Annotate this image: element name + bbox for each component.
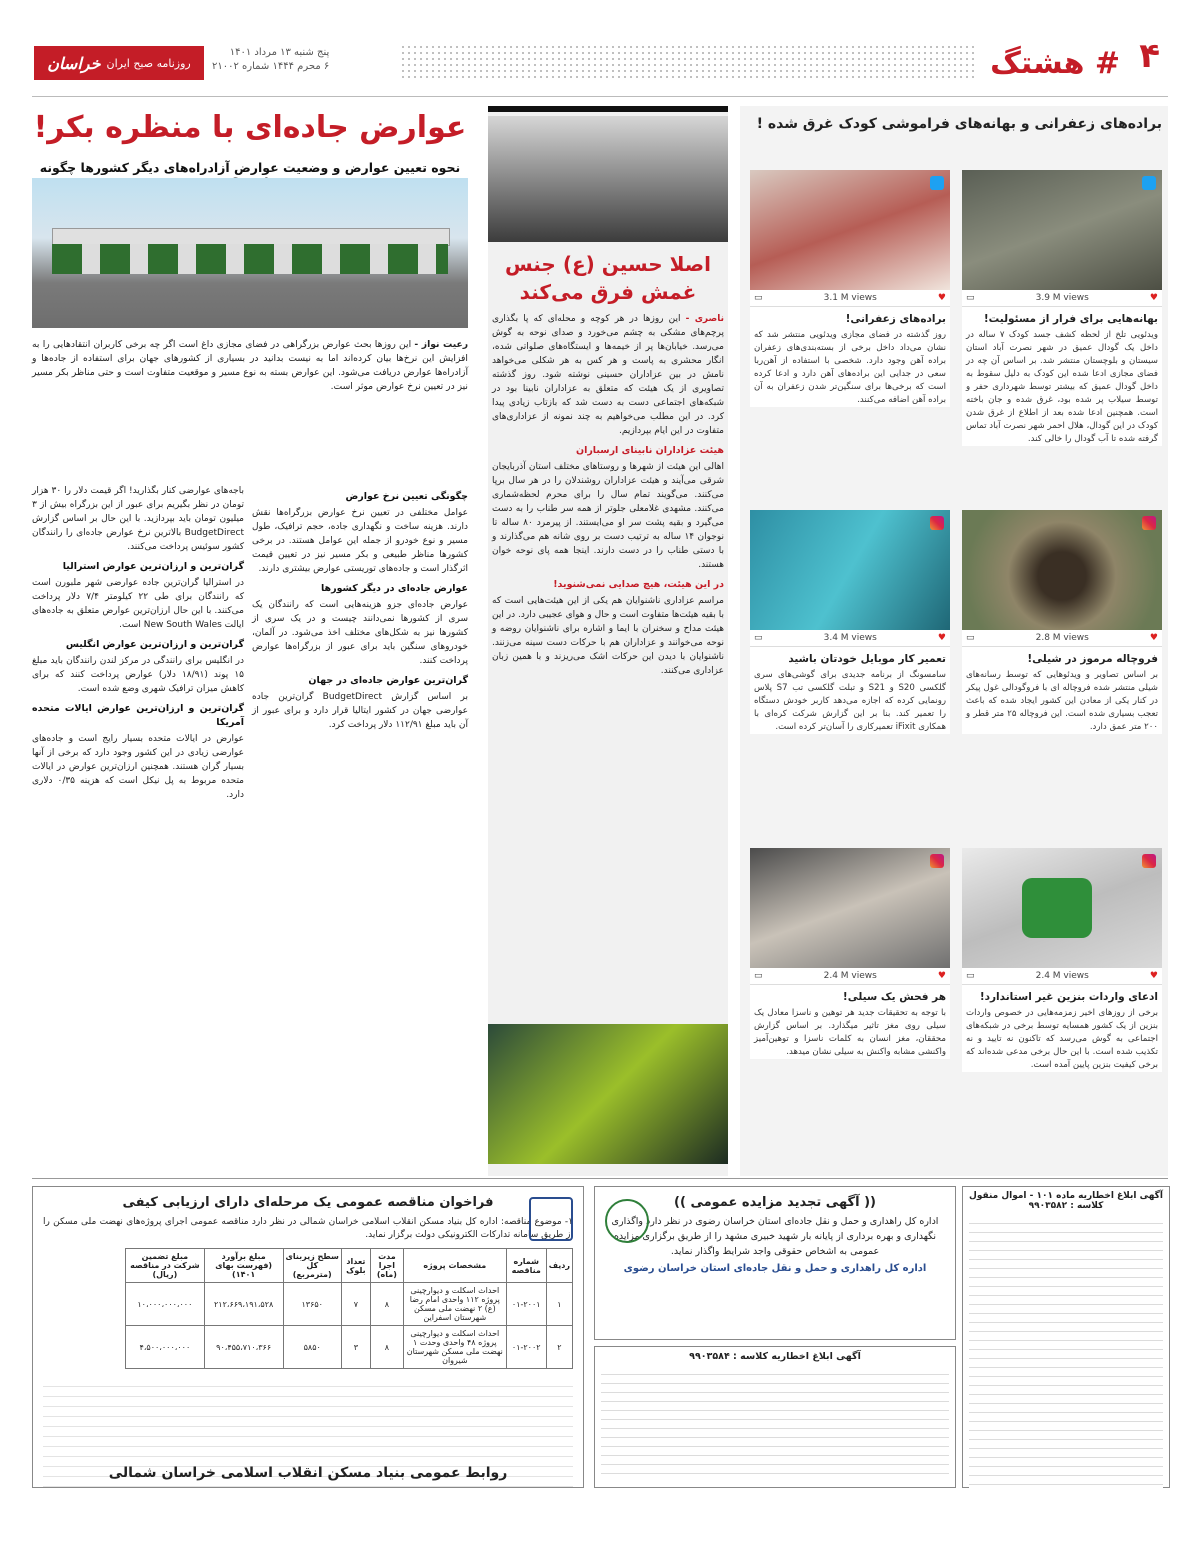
middle-body <box>492 312 724 678</box>
table-cell: ۰۱-۲۰۰۱ <box>506 1283 546 1326</box>
table-cell: ۸ <box>370 1283 403 1326</box>
article-section-title: گران‌ترین و ارزان‌ترین عوارض ایالات متحده آمریکا <box>32 703 244 728</box>
card-title: فروچاله مرموز در شیلی! <box>1027 653 1158 665</box>
table-cell: ۹۰،۴۵۵،۷۱۰،۳۶۶ <box>204 1326 283 1369</box>
like-icon[interactable]: ♥ <box>937 633 946 643</box>
table-cell: ۳ <box>341 1326 370 1369</box>
twitter-icon <box>1142 176 1156 190</box>
brand-logo[interactable] <box>34 46 204 80</box>
article-column-a <box>252 484 468 732</box>
notice-2-title: آگهی ابلاغ اخطاریه کلاسه : ۹۹۰۳۵۸۴ <box>689 1351 861 1362</box>
article-subhead: نحوه تعیین عوارض و وضعیت عوارض آزادراه‌های دیگر کشورها چگونه <box>39 160 461 175</box>
card-body: بر اساس تصاویر و ویدئوهایی که توسط رسانه‌های شیلی منتشر شده فروچاله ای با فروگودالی غول پیکر در کنار یکی از معادن این کشور ایجاد شده که باعث تعجب بسیاری شده است. این فروچاله ۲۵ متر قطر و ۲۰۰ متر عمق دارد. <box>966 670 1159 732</box>
middle-section-title: در این هیئت، هیچ صدایی نمی‌شنوید! <box>553 579 724 590</box>
section-title: # هشتگ <box>990 46 1120 81</box>
article-intro-text: این روزها بحث عوارض بزرگراهی در فضای مجازی داغ است اگر چه برخی کاربران انتقادهایی را به افزایش این نرخ‌ها بیان کرده‌اند اما به نیست بدانید در بسیاری از کشورهای جهان برای استفاده از جاده‌ها و آزادراه‌ها عوارض دریافت می‌شود. این عوارض بسته به نوع مسیر و موقعیت متفاوت است و حتی مناظر بکر مسیر نیز در تعیین نرخ عوارض موثر است. <box>32 339 468 392</box>
news-card[interactable] <box>750 170 950 407</box>
table-row <box>126 1283 573 1326</box>
bookmark-icon[interactable]: ▭ <box>966 293 975 303</box>
like-icon[interactable]: ♥ <box>937 971 946 981</box>
hashtag-column <box>740 106 1168 1176</box>
mourning-photo <box>488 116 728 242</box>
card-image <box>962 510 1162 630</box>
ads-divider <box>32 1178 1168 1179</box>
card-title: تعمیر کار موبایل خودتان باشید <box>788 653 946 665</box>
card-stats <box>962 968 1162 985</box>
article-section-title: گران‌ترین عوارض جاده‌ای در جهان <box>308 675 468 686</box>
auction-title: (( آگهی تجدید مزایده عمومی )) <box>674 1195 876 1210</box>
ceremony-photo <box>488 1024 728 1164</box>
card-views: 2.4 M views <box>823 971 877 981</box>
tender-footer: روابط عمومی بنیاد مسکن انقلاب اسلامی خراسان شمالی <box>108 1465 508 1481</box>
middle-intro-label: ناصری - <box>685 314 724 324</box>
bookmark-icon[interactable]: ▭ <box>754 633 763 643</box>
table-cell: ۱ <box>546 1283 572 1326</box>
table-cell: احداث اسکلت و دیوارچینی پروژه ۴۸ واحدی وحدت ۱ نهضت ملی مسکن شهرستان شیروان <box>403 1326 506 1369</box>
table-header: ردیف <box>546 1249 572 1283</box>
card-body: ویدئویی تلخ از لحظه کشف جسد کودک ۷ ساله در داخل یک گودال عمیق در شهر نصرت آباد استان سیستان و بلوچستان منتشر شد. بر اساس آن چه در فضای مجازی ادعا شده این کودک به دلیل سقوط به داخل گودال عمیق که بیشتر توسط شهرداری حفر و توسط سیلاب پر شده بود، غرق شده و جان باخته است. همچنین ادعا شده بعد از اطلاع از غرق شدن کودک در این گودال، هلال احمر شهر نصرت آباد تماس گرفته شده تا آب گودال را خالی کند. <box>966 330 1158 444</box>
table-cell: ۲۱۲،۶۶۹،۱۹۱،۵۲۸ <box>204 1283 283 1326</box>
tender-title: فراخوان مناقصه عمومی یک مرحله‌ای دارای ارزیابی کیفی <box>122 1195 494 1210</box>
notice-ad-1 <box>962 1186 1170 1488</box>
notice-1-fine-print <box>969 1215 1163 1489</box>
article-section-title: گران‌ترین و ارزان‌ترین عوارض انگلیس <box>65 639 244 650</box>
card-title: بهانه‌هایی برای فرار از مسئولیت! <box>983 313 1158 325</box>
article-headline: عوارض جاده‌ای با منظره بکر! <box>33 110 467 145</box>
middle-intro: این روزها در هر کوچه و محله‌ای که پا بگذاری پرچم‌های مشکی به چشم می‌خورد و صدای نوحه به گوش می‌رسد. خیابان‌ها پر از خیمه‌ها و ایستگاه‌های صلواتی شده، انگار محشری به پاست و هر کس به هر شکلی می‌خواهد نامش در بین عزاداران حسینی نوشته شود. روز گذشته تصاویری از یک هیئت که متعلق به عزاداران نابینا بود در شبکه‌های اجتماعی دست به دست شد که بازتاب زیادی پیدا کرد. در این مطلب می‌خواهیم به چند نمونه از عزاداری‌های متفاوت در این ایام بپردازیم. <box>492 314 724 436</box>
table-row <box>126 1326 573 1369</box>
twitter-icon <box>930 176 944 190</box>
like-icon[interactable]: ♥ <box>1149 971 1158 981</box>
date-line-2: ۶ محرم ۱۴۴۴ شماره ۲۱۰۰۲ <box>212 61 330 72</box>
middle-section-text: اهالی این هیئت از شهرها و روستاهای مختلف استان آذربایجان شرقی می‌آیند و هیئت عزاداران روشندلان را در هر سال برپا می‌کنند. می‌گویند تمام سال را برای محرم لحظه‌شماری می‌کنند. مشهدی غلامعلی جلوتر از همه سر طناب را به دست می‌گیرد و بقیه پشت سر او می‌ایستند. از پیرمرد ۸۰ ساله تا نوجوان ۱۴ ساله به ترتیب دست بر روی شانه هم می‌گذارند و با دستی طناب را در دست دارند. اینجا همه پای نوحه خوان هستند. <box>492 462 725 570</box>
card-views: 3.4 M views <box>823 633 877 643</box>
news-card[interactable] <box>750 510 950 734</box>
middle-section-text: مراسم عزاداری ناشنوایان هم یکی از این هیئت‌هایی است که با بقیه هیئت‌ها متفاوت است و حال و هوای عجیبی دارد. در این هیئت مداح و سخنران با ایما و اشاره برای ناشنوایان روضه و نوحه می‌خوانند و عزاداران هم با حرکات دست سینه می‌زنند. ناشنوایان با دیدن این حرکات اشک می‌ریزند و با همین زبان عزاداری می‌کنند. <box>492 596 724 676</box>
card-stats <box>962 290 1162 307</box>
like-icon[interactable]: ♥ <box>1149 293 1158 303</box>
card-image <box>962 170 1162 290</box>
like-icon[interactable]: ♥ <box>937 293 946 303</box>
article-section-text: عوارض جاده‌ای جزو هزینه‌هایی است که رانندگان یک سری از کشورها نمی‌دانند چیست و در یک سری از کشورها نیز به شکل‌های مختلف اخذ می‌شود. در آلمان، خودروهای سنگین باید برای عبور از بزرگراه‌ها عوارض پرداخت کنند. <box>252 600 468 666</box>
card-image <box>750 848 950 968</box>
auction-ad <box>594 1186 956 1340</box>
toll-booth-photo <box>32 178 468 328</box>
header-rule <box>32 96 1168 97</box>
instagram-icon <box>1142 516 1156 530</box>
table-cell: ۴،۵۰۰،۰۰۰،۰۰۰ <box>126 1326 205 1369</box>
bookmark-icon[interactable]: ▭ <box>966 633 975 643</box>
article-section-text: باجه‌های عوارضی کنار بگذارید! اگر قیمت دلار را ۳۰ هزار تومان در نظر بگیریم برای عبور از این بزرگراه بیش از ۳ میلیون تومان باید بپردازید. با این حال بر اساس گزارش BudgetDirect بالاترین نرخ عوارض جاده‌ای را رانندگان کشور سوئیس پرداخت می‌کنند. <box>32 486 244 552</box>
notice-2-fine-print <box>601 1366 949 1480</box>
notice-ad-2 <box>594 1346 956 1488</box>
table-cell: ۲ <box>546 1326 572 1369</box>
article-section-text: در استرالیا گران‌ترین جاده عوارضی شهر ملبورن است که رانندگان برای طی ۲۲ کیلومتر ۷/۴ دلار پرداخت می‌کنند. با این حال ارزان‌ترین عوارض متعلق به جاده‌های ایالت New South Wales است. <box>32 578 244 630</box>
card-title: ادعای واردات بنزین غیر استاندارد! <box>979 991 1158 1003</box>
news-card[interactable] <box>962 510 1162 734</box>
toll-lanes-shape <box>52 244 448 274</box>
card-image <box>962 848 1162 968</box>
hashtag-headline: براده‌های زعفرانی و بهانه‌های فراموشی کودک غرق شده ! <box>756 116 1162 132</box>
date-line-1: پنج شنبه ۱۳ مرداد ۱۴۰۱ <box>229 47 330 58</box>
card-body: برخی از روزهای اخیر زمزمه‌هایی در خصوص واردات بنزین از یک کشور همسایه توسط برخی در شبکه‌های اجتماعی به گوش می‌رسد که تاکنون نه تایید و نه تکذیب شده است. با این حال برخی مدعی شده‌اند که برخی کیفیت بنزین پایین آمده است. <box>966 1008 1158 1070</box>
card-body: با توجه به تحقیقات جدید هر توهین و ناسزا معادل یک سیلی روی مغز تاثیر میگذارد. بر اساس گزارش محققان، مغز انسان به کلمات ناسزا و توهین‌آمیز واکنشی مشابه واکنش به سیلی نشان میدهد. <box>754 1008 946 1057</box>
article-section-title: عوارض جاده‌ای در دیگر کشورها <box>320 583 468 594</box>
news-card[interactable] <box>962 848 1162 1072</box>
table-cell: ۸ <box>370 1326 403 1369</box>
article-column-b <box>32 484 244 802</box>
page-number: ۴ <box>1139 36 1160 76</box>
table-header: مدت اجرا (ماه) <box>370 1249 403 1283</box>
tender-text: ۱- موضوع مناقصه: اداره کل بنیاد مسکن انقلاب اسلامی خراسان شمالی در نظر دارد مناقصه عمومی اجرای پروژه‌های نهضت ملی مسکن را از طریق سامانه تدارکات الکترونیکی دولت برگزار نماید. <box>43 1217 573 1240</box>
article-intro-label: رعیت نواز - <box>414 339 469 350</box>
article-section-text: بر اساس گزارش BudgetDirect گران‌ترین جاده عوارضی جهان در کشور ایتالیا قرار دارد و برای عبور از آن باید مبلغ ۱۱۲/۹۱ دلار پرداخت کرد. <box>252 692 468 730</box>
fuel-nozzle-shape <box>1022 878 1092 938</box>
card-image <box>750 510 950 630</box>
news-card[interactable] <box>750 848 950 1059</box>
table-header: مشخصات پروژه <box>403 1249 506 1283</box>
card-stats <box>750 290 950 307</box>
bookmark-icon[interactable]: ▭ <box>754 293 763 303</box>
table-cell: ۷ <box>341 1283 370 1326</box>
date-block <box>212 46 329 74</box>
article-intro <box>32 338 468 394</box>
auction-text: اداره کل راهداری و حمل و نقل جاده‌ای استان خراسان رضوی در نظر دارد واگذاری نگهداری و بهره برداری از پایانه بار شهید خبیری مشهد را از طریق برگزاری مزایده عمومی به اشخاص حقوقی واجد شرایط واگذار نماید. <box>611 1216 939 1257</box>
instagram-icon <box>930 854 944 868</box>
table-cell: احداث اسکلت و دیوارچینی پروژه ۱۱۲ واحدی امام رضا (ع) ۲ نهضت ملی مسکن شهرستان اسفراین <box>403 1283 506 1326</box>
card-body: روز گذشته در فضای مجازی ویدئویی منتشر شد که نشان می‌داد داخل برخی از بسته‌بندی‌های زعفران براده آهن وجود دارد. شخصی با استفاده از آهن‌ربا سعی در جدایی این براده‌های آهن دارد و ادعا کرده است که برخی‌ها برای سنگین‌تر شدن زعفران به آن براده آهن اضافه می‌کنند. <box>754 330 946 405</box>
instagram-icon <box>930 516 944 530</box>
article-section-text: عوارض در ایالات متحده بسیار رایج است و جاده‌های عوارضی زیادی در این کشور وجود دارد که برخی از آنها بسیار گران هستند. همچنین ارزان‌ترین عوارض در ایالات متحده مربوط به پل نیکل است که هزینه ۰/۳۵ دلاری دارد. <box>32 734 244 800</box>
tender-ad <box>32 1186 584 1488</box>
middle-section-title: هیئت عزاداران نابینای ارسباران <box>575 445 724 456</box>
table-cell: ۵۸۵۰ <box>283 1326 341 1369</box>
housing-foundation-logo <box>529 1197 573 1241</box>
table-header: تعداد بلوک <box>341 1249 370 1283</box>
table-cell: ۱۰،۰۰۰،۰۰۰،۰۰۰ <box>126 1283 205 1326</box>
article-section-text: عوامل مختلفی در تعیین نرخ عوارض بزرگراه‌ها نقش دارند. هزینه ساخت و نگهداری جاده، حجم ترافیک، طول مسیر و نوع خودرو از جمله این عوامل هستند. در برخی کشورها مناظر طبیعی و بکر مسیر نیز در تعیین قیمت اثرگذار است و جاده‌های توریستی عوارض بیشتری دارند. <box>252 508 468 574</box>
notice-1-title: آگهی ابلاغ اخطاریه ماده ۱۰۱ - اموال منقول کلاسه : ۹۹۰۳۵۸۲ <box>969 1191 1163 1211</box>
card-title: براده‌های زعفرانی! <box>845 313 946 325</box>
bookmark-icon[interactable]: ▭ <box>966 971 975 981</box>
article-section-title: چگونگی تعیین نرخ عوارض <box>345 491 468 502</box>
instagram-icon <box>1142 854 1156 868</box>
card-stats <box>962 630 1162 647</box>
card-stats <box>750 968 950 985</box>
auction-footer: اداره کل راهداری و حمل و نقل جاده‌ای استان خراسان رضوی <box>623 1263 927 1274</box>
table-cell: ۰۱-۲۰۰۲ <box>506 1326 546 1369</box>
card-stats <box>750 630 950 647</box>
card-views: 3.1 M views <box>823 293 877 303</box>
table-header: شماره مناقصه <box>506 1249 546 1283</box>
card-views: 2.4 M views <box>1035 971 1089 981</box>
middle-top-rule <box>488 106 728 112</box>
bookmark-icon[interactable]: ▭ <box>754 971 763 981</box>
article-section-title: گران‌ترین و ارزان‌ترین عوارض استرالیا <box>62 561 244 572</box>
table-header: مبلغ برآورد (فهرست بهای ۱۴۰۱) <box>204 1249 283 1283</box>
table-cell: ۱۳۶۵۰ <box>283 1283 341 1326</box>
middle-headline: اصلا حسین (ع) جنس غمش فرق می‌کند <box>505 252 711 304</box>
card-views: 2.8 M views <box>1035 633 1089 643</box>
table-header: سطح زیربنای کل (مترمربع) <box>283 1249 341 1283</box>
table-header: مبلغ تضمین شرکت در مناقصه (ریال) <box>126 1249 205 1283</box>
news-card[interactable] <box>962 170 1162 446</box>
card-image <box>750 170 950 290</box>
card-body: سامسونگ از برنامه جدیدی برای گوشی‌های سری گلکسی S20 و S21 و تبلت گلکسی تب S7 پلاس رونمایی کرده که اجازه می‌دهد کاربر خودش دستگاه را تعمیر کند. بنا بر این گزارش شرکت کره‌ای با همکاری iFixit تعمیرکاری را آسان‌تر کرده است. <box>754 670 947 732</box>
brand-tagline: روزنامه صبح ایران <box>106 56 191 70</box>
like-icon[interactable]: ♥ <box>1149 633 1158 643</box>
road-admin-logo <box>605 1199 649 1243</box>
article-section-text: در انگلیس برای رانندگی در مرکز لندن رانندگان باید مبلغ ۱۵ پوند (۱۸/۹۱ دلار) عوارض پرداخت کنند که برای کاهش میزان ترافیک شهری وضع شده است. <box>32 656 244 694</box>
header-dotted-band <box>400 44 978 80</box>
card-views: 3.9 M views <box>1035 293 1089 303</box>
brand-name: خراسان <box>47 53 101 73</box>
tender-table <box>125 1248 573 1369</box>
card-title: هر فحش یک سیلی! <box>842 991 946 1003</box>
